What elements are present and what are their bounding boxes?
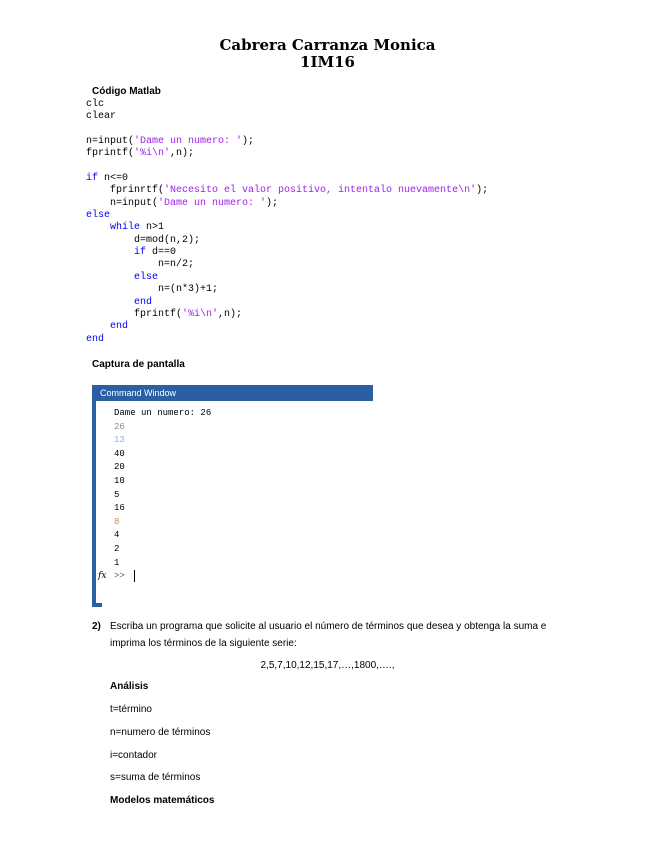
matlab-code-block [86,99,488,346]
code-line: if d==0 [134,247,177,259]
analysis-item: n=numero de términos [110,727,211,738]
series-text: 2,5,7,10,12,15,17,…,1800,…., [260,660,395,671]
question-text: Escriba un programa que solicite al usuario el número de términos que desea y obtenga la suma e imprima los términos de la siguiente serie: [110,621,547,649]
output-line: Dame un numero: 26 [114,408,212,418]
output-line: 1 [114,557,120,568]
code-line: end [134,296,153,308]
output-line: 4 [114,530,120,541]
code-line: fprintf('%i\n',n); [86,148,195,160]
output-line: 16 [114,503,125,514]
text-cursor [134,570,135,582]
fx-icon: fx [98,571,107,581]
output-line: 5 [114,489,120,500]
analysis-item: i=contador [110,750,157,761]
output-line: 40 [114,448,125,459]
window-bottom-border [92,603,102,607]
code-heading: Código Matlab [92,86,161,97]
capture-heading: Captura de pantalla [92,359,185,370]
code-line: while n>1 [110,222,165,234]
command-window [92,385,373,607]
code-line: n=(n*3)+1; [86,284,219,296]
output-line: 10 [114,475,125,486]
output-line: 13 [114,435,125,446]
output-line: 20 [114,462,125,473]
command-output [114,407,211,570]
models-heading: Modelos matemáticos [110,795,215,806]
analysis-item: s=suma de términos [110,772,201,783]
output-line: 2 [114,543,120,554]
code-line: d=mod(n,2); [86,234,201,246]
command-prompt[interactable]: >> [114,571,125,581]
command-window-titlebar: Command Window [92,385,373,401]
code-line: n=input('Dame un numero: '); [86,136,255,148]
code-line: if n<=0 [86,173,129,185]
analysis-heading: Análisis [110,681,149,692]
code-line: fprinrtf('Necesito el valor positivo, intentalo nuevamente\n'); [86,185,489,197]
analysis-item: t=término [110,704,152,715]
code-line: n=n/2; [86,259,195,271]
code-line: n=input('Dame un numero: '); [86,197,279,209]
code-line: else [134,271,159,283]
window-left-border [92,385,96,607]
code-line: end [86,333,105,345]
code-line: clear [86,111,117,123]
code-line [86,124,488,136]
question-number: 2) [92,621,101,632]
code-line: end [110,321,129,333]
code-line: fprintf('%i\n',n); [86,308,243,320]
code-line [86,161,488,173]
author-name: Cabrera Carranza Monica [219,36,436,54]
output-line: 26 [114,421,125,432]
output-line: 8 [114,516,120,527]
code-line: clc [86,99,105,110]
code-line: else [86,210,111,222]
group-code: 1IM16 [300,53,355,71]
